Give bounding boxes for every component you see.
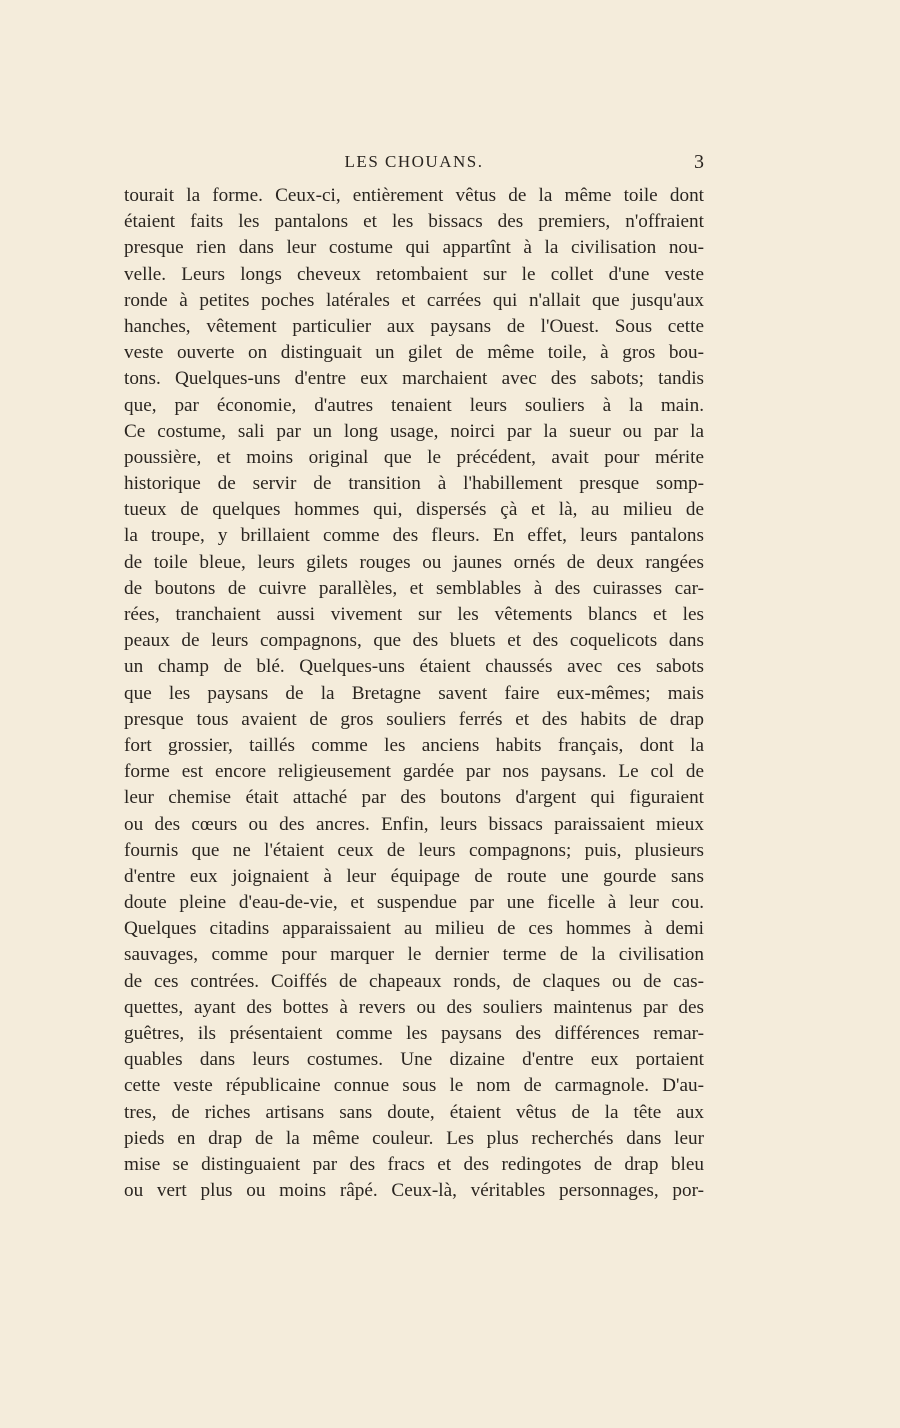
text-line: doute pleine d'eau-de-vie, et suspendue par une ficelle à leur cou. xyxy=(124,892,704,914)
text-line: peaux de leurs compagnons, que des bluets et des coquelicots dans xyxy=(124,630,704,652)
text-line: poussière, et moins original que le précédent, avait pour mérite xyxy=(124,446,704,468)
text-line: de boutons de cuivre parallèles, et semblables à des cuirasses car- xyxy=(124,577,704,599)
text-line: Quelques citadins apparaissaient au milieu de ces hommes à demi xyxy=(124,918,704,940)
text-line: rées, tranchaient aussi vivement sur les vêtements blancs et les xyxy=(124,604,704,625)
text-line: sauvages, comme pour marquer le dernier terme de la civilisation xyxy=(124,944,704,966)
text-line: de toile bleue, leurs gilets rouges ou jaunes ornés de deux rangées xyxy=(124,551,704,573)
text-line: pieds en drap de la même couleur. Les plus recherchés dans leur xyxy=(124,1127,704,1149)
text-line: fort grossier, taillés comme les anciens habits français, dont la xyxy=(124,734,704,756)
text-line: mise se distinguaient par des fracs et des redingotes de drap bleu xyxy=(124,1153,704,1175)
text-line: ronde à petites poches latérales et carrées qui n'allait que jusqu'aux xyxy=(124,289,704,311)
text-line: forme est encore religieusement gardée par nos paysans. Le col de xyxy=(124,761,704,783)
text-line: tourait la forme. Ceux-ci, entièrement vêtus de la même toile dont xyxy=(124,185,704,206)
text-line: tres, de riches artisans sans doute, étaient vêtus de la tête aux xyxy=(124,1101,704,1123)
text-line: veste ouverte on distinguait un gilet de même toile, à gros bou- xyxy=(124,342,704,364)
text-line: de ces contrées. Coiffés de chapeaux ronds, de claques ou de cas- xyxy=(124,970,704,992)
text-line: tueux de quelques hommes qui, dispersés çà et là, au milieu de xyxy=(124,499,704,521)
text-line: que, par économie, d'autres tenaient leurs souliers à la main. xyxy=(124,394,704,416)
text-line: un champ de blé. Quelques-uns étaient chaussés avec ces sabots xyxy=(124,656,704,678)
text-line: presque rien dans leur costume qui appartînt à la civilisation nou- xyxy=(124,237,704,259)
text-line: ou des cœurs ou des ancres. Enfin, leurs bissacs paraissaient mieux xyxy=(124,813,704,835)
text-line: hanches, vêtement particulier aux paysans de l'Ouest. Sous cette xyxy=(124,315,704,337)
text-line: velle. Leurs longs cheveux retombaient sur le collet d'une veste xyxy=(124,263,704,285)
text-line: d'entre eux joignaient à leur équipage de route une gourde sans xyxy=(124,865,704,887)
running-head xyxy=(124,147,704,177)
text-line: Ce costume, sali par un long usage, noirci par la sueur ou par la xyxy=(124,420,704,442)
text-line: historique de servir de transition à l'habillement presque somp- xyxy=(124,473,704,495)
text-line: guêtres, ils présentaient comme les paysans des différences remar- xyxy=(124,1023,704,1044)
page-number: 3 xyxy=(694,151,704,173)
text-line: cette veste républicaine connue sous le nom de carmagnole. D'au- xyxy=(124,1075,704,1097)
text-line: presque tous avaient de gros souliers ferrés et des habits de drap xyxy=(124,708,704,730)
text-line: quettes, ayant des bottes à revers ou des souliers maintenus par des xyxy=(124,996,704,1018)
text-line: fournis que ne l'étaient ceux de leurs compagnons; puis, plusieurs xyxy=(124,839,704,861)
text-line: tons. Quelques-uns d'entre eux marchaient avec des sabots; tandis xyxy=(124,368,704,390)
text-line: quables dans leurs costumes. Une dizaine d'entre eux portaient xyxy=(124,1049,704,1071)
text-line: étaient faits les pantalons et les bissacs des premiers, n'offraient xyxy=(124,211,704,233)
text-line: que les paysans de la Bretagne savent faire eux-mêmes; mais xyxy=(124,682,704,704)
text-line: leur chemise était attaché par des boutons d'argent qui figuraient xyxy=(124,787,704,809)
text-line: ou vert plus ou moins râpé. Ceux-là, véritables personnages, por- xyxy=(124,1180,704,1202)
running-title: LES CHOUANS. xyxy=(344,152,484,171)
body-text xyxy=(124,183,704,1204)
text-line: la troupe, y brillaient comme des fleurs. En effet, leurs pantalons xyxy=(124,525,704,547)
